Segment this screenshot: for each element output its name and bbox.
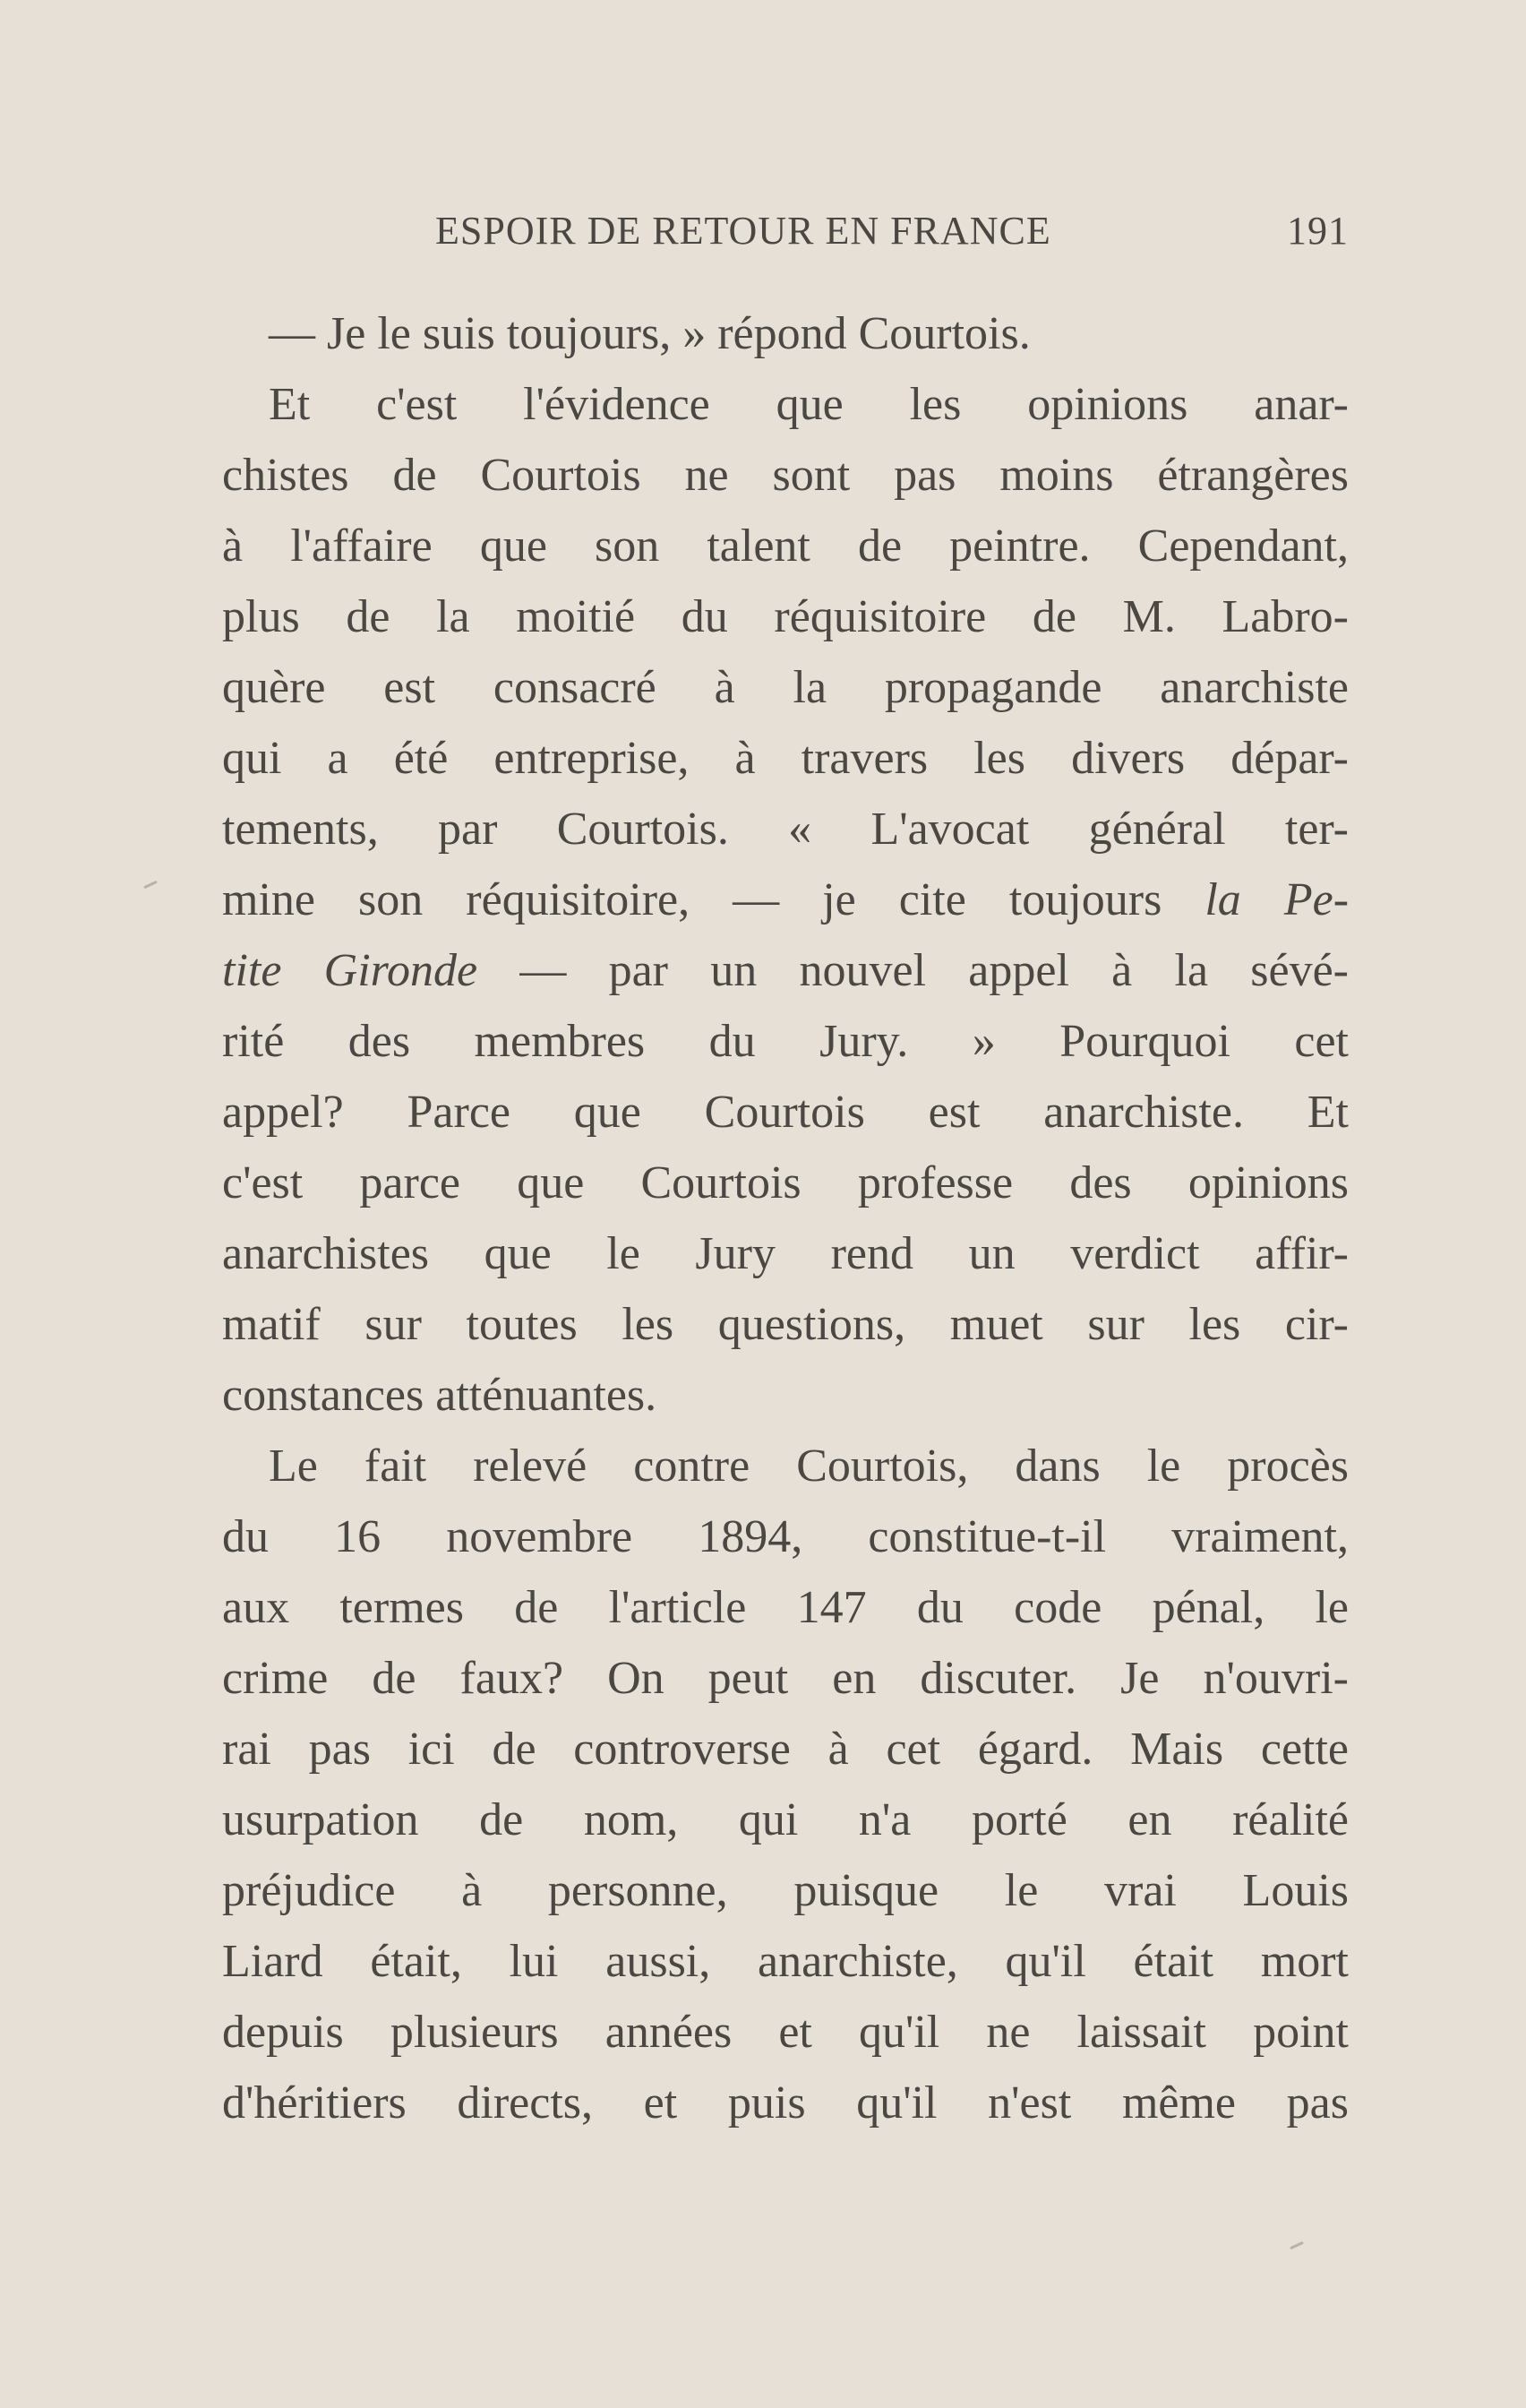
text-line: crime de faux? On peut en discuter. Je n'ouvri- — [222, 1653, 1349, 1704]
text-line: Le fait relevé contre Courtois, dans le procès — [269, 1440, 1349, 1492]
text-block — [222, 298, 1349, 2138]
text-line: Et c'est l'évidence que les opinions anar- — [269, 379, 1349, 430]
page-number: 191 — [1287, 209, 1349, 253]
text-line: constances atténuantes. — [222, 1370, 657, 1421]
text-line: c'est parce que Courtois professe des opinions — [222, 1157, 1349, 1208]
text-line: rai pas ici de controverse à cet égard. Mais cette — [222, 1724, 1349, 1775]
text-line: à l'affaire que son talent de peintre. Cependant, — [222, 520, 1349, 572]
running-title: ESPOIR DE RETOUR EN FRANCE — [435, 209, 1051, 253]
paper-speck — [143, 881, 158, 889]
text-line: chistes de Courtois ne sont pas moins étrangères — [222, 450, 1349, 501]
text-line: rité des membres du Jury. » Pourquoi cet — [222, 1016, 1349, 1067]
running-head — [435, 208, 1349, 254]
text-line: d'héritiers directs, et puis qu'il n'est même pas — [222, 2077, 1349, 2128]
text-line — [222, 864, 1349, 935]
text-line: Liard était, lui aussi, anarchiste, qu'il était mort — [222, 1936, 1349, 1987]
text-line: quère est consacré à la propagande anarchiste — [222, 662, 1349, 713]
text-line: appel? Parce que Courtois est anarchiste. Et — [222, 1087, 1349, 1138]
italic-title-run: tite Gironde — [222, 945, 478, 996]
text-line: — Je le suis toujours, » répond Courtois. — [269, 308, 1031, 359]
text-line: qui a été entreprise, à travers les divers dépar- — [222, 733, 1349, 784]
text-line: préjudice à personne, puisque le vrai Louis — [222, 1865, 1349, 1916]
text-line: anarchistes que le Jury rend un verdict affir- — [222, 1228, 1349, 1279]
text-run: — par un nouvel appel à la sévé- — [477, 945, 1349, 996]
text-line: plus de la moitié du réquisitoire de M. Labro- — [222, 591, 1349, 642]
text-line — [222, 935, 1349, 1006]
paper-speck — [1290, 2241, 1304, 2249]
text-line: matif sur toutes les questions, muet sur les cir- — [222, 1299, 1349, 1350]
text-line: depuis plusieurs années et qu'il ne laissait point — [222, 2007, 1349, 2058]
text-line: tements, par Courtois. « L'avocat général ter- — [222, 804, 1349, 855]
text-run: mine son réquisitoire, — je cite toujours — [222, 874, 1205, 925]
text-line: usurpation de nom, qui n'a porté en réalité — [222, 1794, 1349, 1845]
text-line: aux termes de l'article 147 du code pénal, le — [222, 1582, 1349, 1633]
italic-title-run: la Pe- — [1205, 874, 1350, 925]
text-line: du 16 novembre 1894, constitue-t-il vraiment, — [222, 1511, 1349, 1562]
